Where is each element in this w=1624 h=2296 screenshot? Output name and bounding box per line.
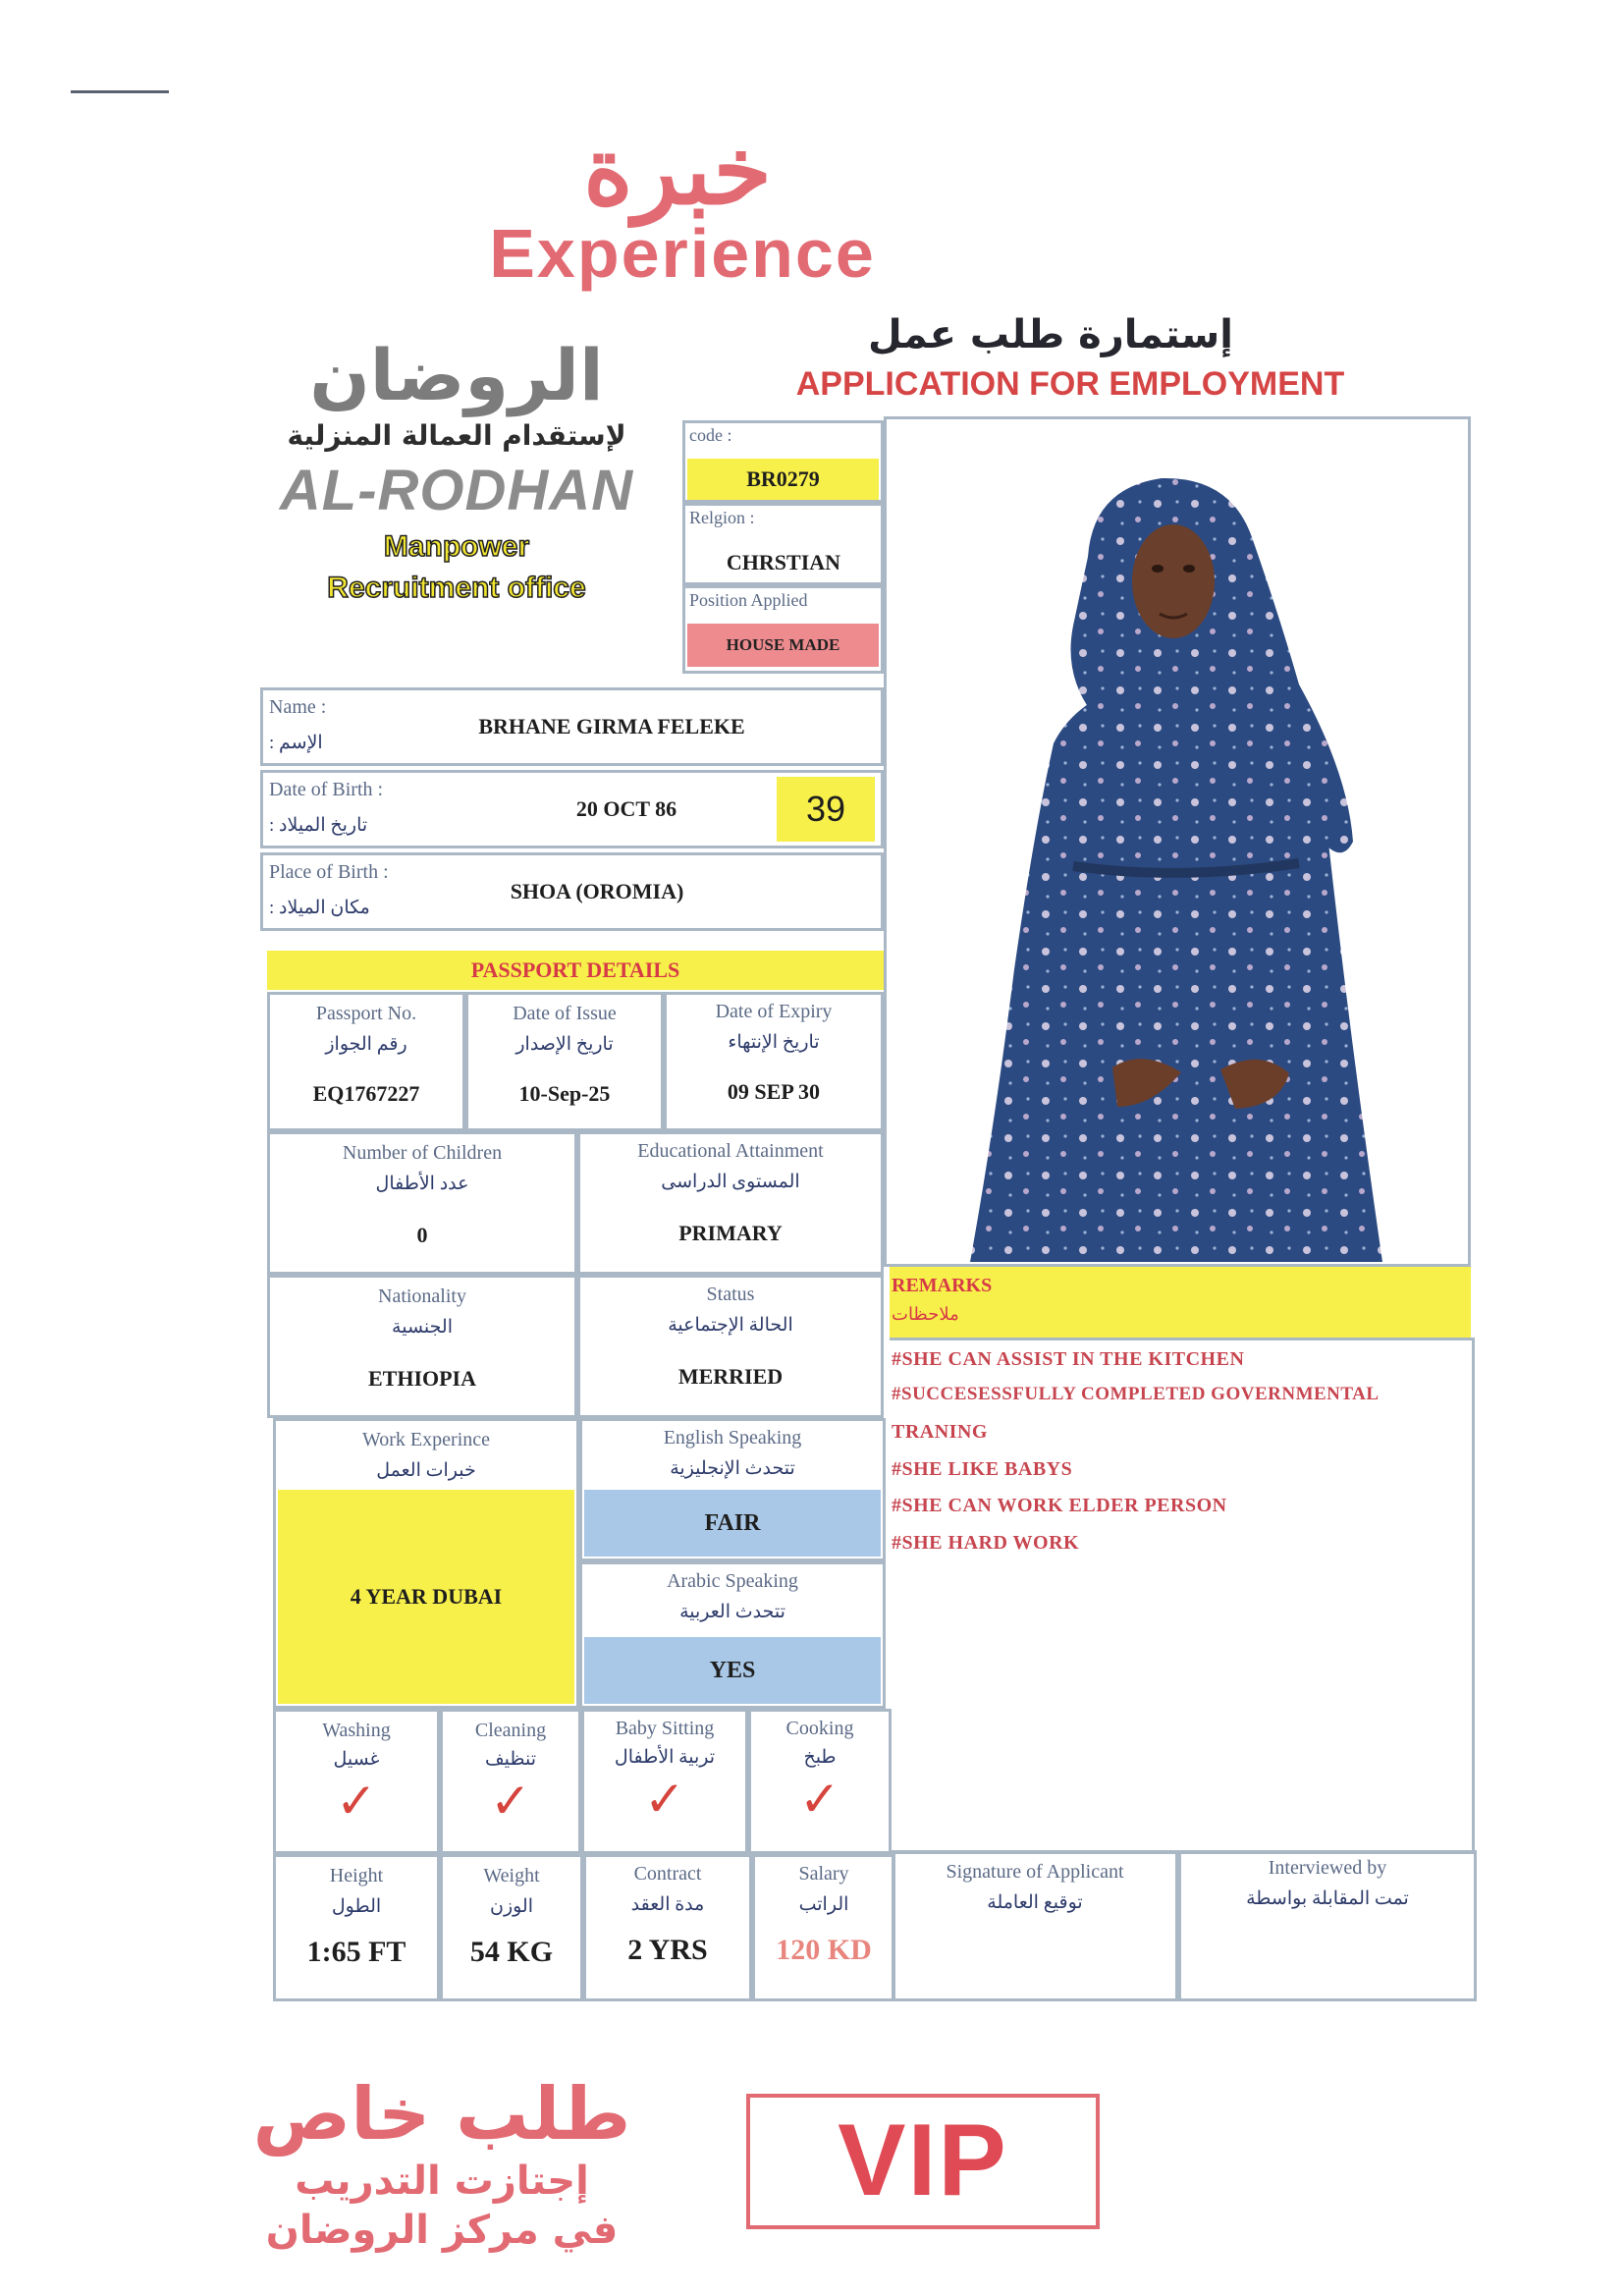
status-value: MERRIED: [677, 1364, 784, 1389]
signature-cell: [892, 1850, 1178, 2001]
nationality-cell: [267, 1275, 577, 1418]
height-label: Height: [329, 1865, 384, 1886]
skill-cleaning-label-arabic: تنظيف: [484, 1749, 536, 1770]
remark-line: #SHE CAN WORK ELDER PERSON: [892, 1495, 1227, 1516]
signature-label-arabic: توقيع العاملة: [987, 1892, 1083, 1913]
status-label: Status: [706, 1284, 755, 1305]
religion-value: CHRSTIAN: [726, 550, 841, 574]
status-cell: [577, 1275, 884, 1418]
work-experience-label-arabic: خبرات العمل: [376, 1460, 476, 1481]
dob-value: 20 OCT 86: [575, 796, 677, 821]
pob-label-arabic: مكان الميلاد :: [269, 898, 370, 918]
work-experience-label: Work Experince: [362, 1429, 490, 1450]
education-label: Educational Attainment: [637, 1140, 824, 1162]
age-value: 39: [777, 777, 875, 842]
passport-no-cell: [267, 992, 465, 1131]
applicant-photo-figure: [887, 419, 1468, 1264]
name-label-arabic: الإسم :: [269, 733, 323, 753]
children-label-arabic: عدد الأطفال: [375, 1174, 469, 1194]
code-box: [682, 420, 884, 503]
skill-babysitting-label: Baby Sitting: [615, 1718, 715, 1739]
scan-mark: [71, 90, 169, 93]
arabic-cell: [579, 1561, 886, 1709]
agency-recruitment: Recruitment office: [327, 572, 586, 604]
agency-logo: [250, 334, 663, 668]
agency-name-english: AL-RODHAN: [279, 459, 634, 522]
skill-babysitting-check-icon: ✓: [644, 1772, 685, 1827]
weight-cell: [440, 1854, 583, 2001]
skill-cleaning-cell: [440, 1709, 581, 1854]
position-box: [682, 585, 884, 674]
experience-stamp-english: Experience: [489, 215, 876, 292]
nationality-label-arabic: الجنسية: [392, 1317, 453, 1338]
interviewed-label: Interviewed by: [1268, 1857, 1387, 1879]
pob-row: [260, 852, 884, 931]
agency-manpower: Manpower: [383, 530, 530, 563]
skill-babysitting-cell: [581, 1709, 748, 1854]
position-value: HOUSE MADE: [687, 624, 879, 667]
skill-cooking-label: Cooking: [785, 1718, 854, 1739]
skill-babysitting-label-arabic: تربية الأطفال: [614, 1747, 716, 1768]
work-experience-cell: [273, 1418, 579, 1709]
passport-no-label-arabic: رقم الجواز: [325, 1034, 407, 1055]
children-value: 0: [416, 1223, 428, 1247]
skill-washing-label-arabic: غسيل: [333, 1749, 380, 1770]
weight-label: Weight: [483, 1865, 540, 1886]
salary-cell: [752, 1854, 895, 2001]
education-cell: [577, 1131, 884, 1275]
remarks-title-arabic: ملاحظات: [892, 1304, 959, 1324]
passport-no-value: EQ1767227: [312, 1081, 420, 1106]
children-label: Number of Children: [342, 1142, 503, 1164]
education-value: PRIMARY: [678, 1221, 783, 1245]
experience-stamp-arabic: خبرة: [583, 119, 772, 224]
nationality-value: ETHIOPIA: [367, 1366, 477, 1391]
dob-row: [260, 770, 884, 848]
passport-no-label: Passport No.: [315, 1003, 417, 1024]
contract-label: Contract: [633, 1863, 702, 1885]
nationality-label: Nationality: [378, 1285, 466, 1307]
remarks-body: [890, 1338, 1475, 1854]
salary-value: 120 KD: [776, 1934, 872, 1966]
expiry-date-cell: [664, 992, 884, 1131]
remark-line: #SHE LIKE BABYS: [892, 1458, 1073, 1480]
arabic-label-arabic: تتحدث العربية: [679, 1602, 785, 1622]
expiry-date-value: 09 SEP 30: [727, 1079, 821, 1104]
remark-line: #SHE CAN ASSIST IN THE KITCHEN: [892, 1348, 1245, 1370]
remarks-title: REMARKS: [892, 1275, 993, 1296]
skill-washing-check-icon: ✓: [336, 1774, 377, 1829]
issue-date-label: Date of Issue: [513, 1003, 617, 1024]
interviewed-cell: [1178, 1850, 1477, 2001]
pob-label: Place of Birth :: [269, 861, 389, 883]
status-label-arabic: الحالة الإجتماعية: [668, 1315, 793, 1336]
height-value: 1:65 FT: [306, 1936, 406, 1968]
arabic-label: Arabic Speaking: [667, 1570, 798, 1592]
salary-label-arabic: الراتب: [798, 1894, 849, 1915]
remarks-header: [890, 1267, 1471, 1338]
skill-cleaning-label: Cleaning: [474, 1720, 547, 1741]
education-label-arabic: المستوى الدراسى: [661, 1172, 800, 1192]
english-label-arabic: تتحدث الإنجليزية: [670, 1458, 795, 1479]
salary-label: Salary: [798, 1863, 849, 1885]
vip-stamp: [746, 2094, 1100, 2229]
contract-value: 2 YRS: [627, 1934, 708, 1966]
skill-cleaning-check-icon: ✓: [490, 1774, 531, 1829]
name-row: [260, 687, 884, 766]
pob-value: SHOA (OROMIA): [510, 879, 684, 903]
issue-date-label-arabic: تاريخ الإصدار: [515, 1034, 614, 1055]
skill-cooking-label-arabic: طبخ: [803, 1747, 837, 1768]
training-stamp: إجتازت التدريب: [295, 2159, 589, 2204]
dob-label: Date of Birth :: [269, 779, 384, 800]
code-value: BR0279: [687, 459, 879, 500]
applicant-photo: [884, 416, 1471, 1267]
passport-title: PASSPORT DETAILS: [267, 951, 884, 990]
agency-subtitle-arabic: لإستقدام العمالة المنزلية: [287, 419, 626, 452]
skill-cooking-check-icon: ✓: [799, 1772, 840, 1827]
children-cell: [267, 1131, 577, 1275]
expiry-date-label: Date of Expiry: [715, 1001, 833, 1022]
agency-name-arabic: الروضان: [309, 334, 604, 416]
skill-washing-cell: [273, 1709, 440, 1854]
issue-date-cell: [465, 992, 664, 1131]
english-label: English Speaking: [663, 1427, 802, 1449]
skill-cooking-cell: [748, 1709, 892, 1854]
position-label: Position Applied: [689, 590, 808, 610]
weight-label-arabic: الوزن: [489, 1896, 533, 1917]
special-request-stamp: طلب خاص: [252, 2072, 631, 2157]
remark-line: #SHE HARD WORK: [892, 1532, 1080, 1554]
signature-label: Signature of Applicant: [946, 1861, 1124, 1883]
weight-value: 54 KG: [469, 1936, 554, 1968]
expiry-date-label-arabic: تاريخ الإنتهاء: [728, 1032, 820, 1053]
height-label-arabic: الطول: [331, 1896, 382, 1917]
height-cell: [273, 1854, 440, 2001]
remark-line: #SUCCESESSFULLY COMPLETED GOVERNMENTAL: [892, 1384, 1380, 1404]
english-cell: [579, 1418, 886, 1561]
religion-label: Relgion :: [689, 508, 755, 527]
vip-text: VIP: [838, 2104, 1008, 2217]
form-title-english: APPLICATION FOR EMPLOYMENT: [795, 365, 1345, 403]
center-stamp: في مركز الروضان: [265, 2208, 619, 2253]
name-label: Name :: [269, 696, 327, 718]
name-value: BRHANE GIRMA FELEKE: [478, 714, 745, 738]
issue-date-value: 10-Sep-25: [518, 1081, 611, 1106]
work-experience-value: 4 YEAR DUBAI: [278, 1490, 574, 1704]
dob-label-arabic: تاريخ الميلاد :: [269, 815, 368, 836]
skill-washing-label: Washing: [322, 1720, 391, 1741]
arabic-value: YES: [584, 1637, 881, 1704]
contract-label-arabic: مدة العقد: [630, 1894, 705, 1915]
remark-line: TRANING: [892, 1421, 988, 1443]
english-value: FAIR: [584, 1490, 881, 1557]
interviewed-label-arabic: تمت المقابلة بواسطة: [1246, 1888, 1409, 1909]
code-label: code :: [689, 425, 732, 445]
contract-cell: [583, 1854, 752, 2001]
form-title-arabic: إستمارة طلب عمل: [868, 312, 1233, 357]
religion-box: [682, 503, 884, 585]
